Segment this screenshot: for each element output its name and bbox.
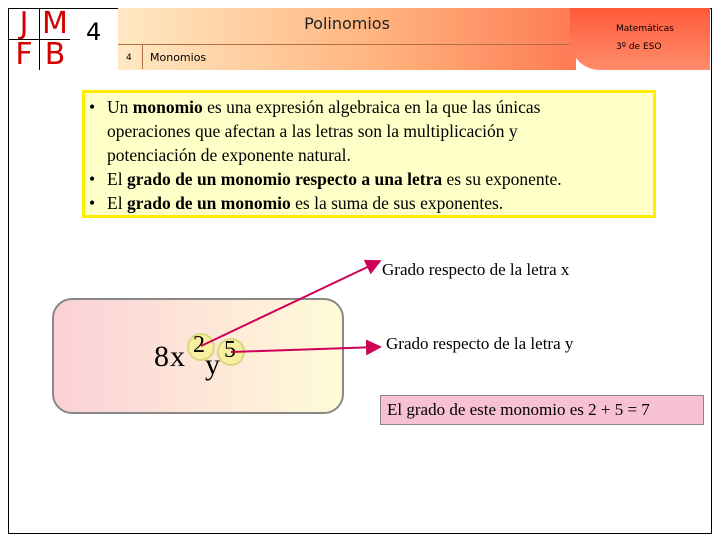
def-bold: grado de un monomio respecto a una letra <box>126 169 443 189</box>
logo-letter-f: F <box>9 40 39 70</box>
def-text: es la suma de sus exponentes. <box>290 193 504 213</box>
def-text: El <box>107 193 127 213</box>
exponent-y: 5 <box>224 337 236 363</box>
def-text: es una expresión algebraica en la que las únicas <box>202 97 541 117</box>
def-text: El <box>107 169 127 189</box>
definition-line-3: potenciación de exponente natural. <box>107 145 351 165</box>
def-bold: monomio <box>132 97 203 117</box>
arrow-to-degree-y <box>231 347 378 352</box>
logo-letter-b: B <box>40 40 70 70</box>
bullet: • <box>89 169 96 189</box>
variable-x: x <box>170 340 185 373</box>
variable-y: y <box>205 348 220 381</box>
total-degree-text: El grado de este monomio es 2 + 5 = 7 <box>387 400 650 419</box>
page-title: Polinomios <box>304 14 390 33</box>
section-number: 4 <box>126 53 132 63</box>
course-label: 3º de ESO <box>616 42 662 52</box>
unit-number: 4 <box>86 18 102 46</box>
total-degree-box <box>380 395 704 425</box>
section-title: Monomios <box>150 51 207 64</box>
exponent-x: 2 <box>193 332 205 358</box>
arrow-to-degree-x <box>201 262 378 346</box>
degree-y-label: Grado respecto de la letra y <box>386 334 574 353</box>
degree-x-label: Grado respecto de la letra x <box>382 260 570 279</box>
subject-label: Matemáticas <box>616 24 674 34</box>
def-bold: grado de un monomio <box>126 193 291 213</box>
definition-line-2: operaciones que afectan a las letras son la multiplicación y <box>107 121 518 141</box>
def-text: es su exponente. <box>442 169 562 189</box>
def-text: Un <box>107 97 133 117</box>
bullet: • <box>89 97 96 117</box>
logo-letter-m: M <box>40 9 70 39</box>
coefficient: 8 <box>154 340 169 373</box>
logo-letter-j: J <box>9 9 39 39</box>
bullet: • <box>89 193 96 213</box>
